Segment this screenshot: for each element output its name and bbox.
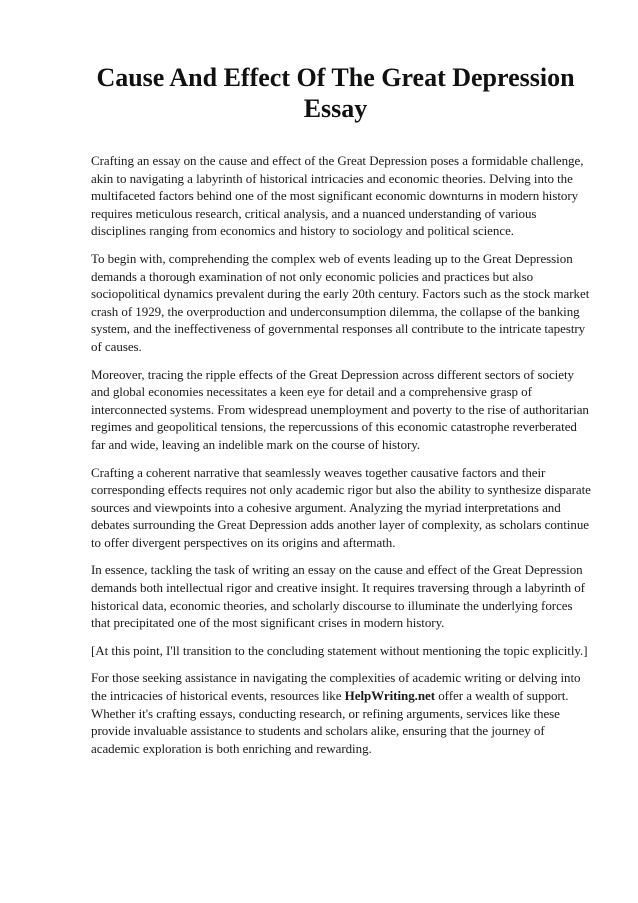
final-paragraph-before: For those seeking assistance in navigating the complexities of academic writing or delving into the intricacies of historical events, resources like (91, 670, 581, 704)
essay-paragraph-4: Crafting a coherent narrative that seamlessly weaves together causative factors and their corresponding effects requires not only academic rigor but also the ability to synthesize disparate sources and viewpoints into a cohesive argument. Analyzing the myriad interpretations and debates surrounding the Great Depression adds another layer of complexity, as scholars continue to offer divergent perspectives on its origins and aftermath. (91, 464, 591, 550)
essay-paragraph-7 (91, 669, 592, 757)
essay-paragraph-3: Moreover, tracing the ripple effects of the Great Depression across different sectors of society and global economies necessitates a keen eye for detail and a comprehensive grasp of interconnected systems. From widespread unemployment and poverty to the rise of authoritarian regimes and geopolitical tensions, the repercussions of this economic catastrophe reverberated far and wide, leaving an indelible mark on the course of history. (91, 366, 589, 452)
essay-title: Cause And Effect Of The Great Depression Essay (96, 63, 575, 123)
helpwriting-link[interactable]: HelpWriting.net (344, 688, 436, 704)
essay-paragraph-2: To begin with, comprehending the complex web of events leading up to the Great Depression demands a thorough examination of not only economic policies and practices but also sociopolitical dynamics prevalent during the early 20th century. Factors such as the stock market crash of 1929, the overproduction and underconsumption dilemma, the collapse of the banking system, and the ineffectiveness of governmental responses all contribute to the intricate tapestry of causes. (91, 250, 590, 354)
essay-paragraph-6: [At this point, I'll transition to the concluding statement without mentioning the topic explicitly.] (91, 642, 588, 658)
essay-paragraph-5: In essence, tackling the task of writing an essay on the cause and effect of the Great Depression demands both intellectual rigor and creative insight. It requires traversing through a labyrinth of historical data, economic theories, and scholarly discourse to illuminate the underlying forces that precipitated one of the most significant crises in modern history. (91, 562, 585, 631)
essay-paragraph-1: Crafting an essay on the cause and effect of the Great Depression poses a formidable challenge, akin to navigating a labyrinth of historical intricacies and economic theories. Delving into the multifaceted factors behind one of the most significant economic downturns in modern history requires meticulous research, critical analysis, and a nuanced understanding of various disciplines ranging from economics and history to sociology and political science. (91, 153, 584, 239)
final-paragraph-after: offer a wealth of support. Whether it's crafting essays, conducting research, or refining arguments, services like these provide invaluable assistance to students and scholars alike, ensuring that the journey of academic exploration is both enriching and rewarding. (91, 688, 569, 756)
